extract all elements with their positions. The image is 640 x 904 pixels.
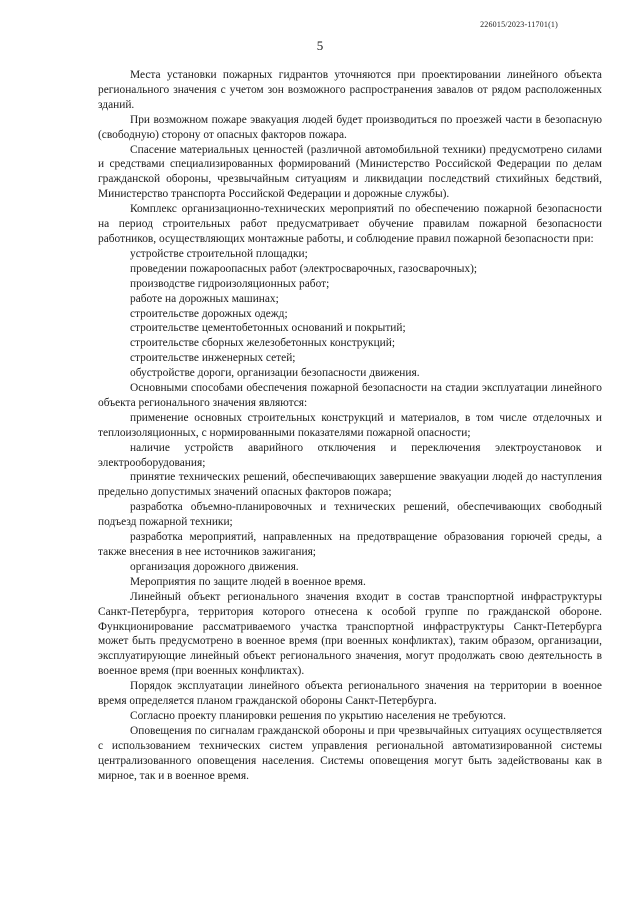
paragraph-operation-intro: Основными способами обеспечения пожарной безопасности на стадии эксплуатации линейного объекта регионального значения являются: <box>98 382 602 409</box>
paragraph-hydrants: Места установки пожарных гидрантов уточняются при проектировании линейного объекта регионального значения с учетом зон возможного распространения завалов от рядом расположенных зданий. <box>98 69 602 111</box>
paragraph-defense-procedure: Порядок эксплуатации линейного объекта регионального значения на территории в военное время определяется планом гражданской обороны Санкт-Петербурга. <box>98 680 602 708</box>
paragraph-defense-heading: Мероприятия по защите людей в военное время. <box>130 575 366 588</box>
list-item: строительстве цементобетонных оснований и покрытий; <box>130 322 406 335</box>
list-item: проведении пожароопасных работ (электросварочных, газосварочных); <box>130 262 478 275</box>
list-item: устройстве строительной площадки; <box>130 247 308 260</box>
paragraph-evacuation: При возможном пожаре эвакуация людей будет производиться по проезжей части в безопасную (свободную) сторону от опасных факторов пожара. <box>98 113 602 141</box>
list-item: организация дорожного движения. <box>130 560 299 573</box>
list-item: принятие технических решений, обеспечивающих завершение эвакуации людей до наступления предельно допустимых значений опасных факторов пожара; <box>98 471 602 499</box>
paragraph-rescue: Спасение материальных ценностей (различной автомобильной техники) предусмотрено силами и средствами специализированных формирований (Министерство Российской Федерации по делам гражданской обороны, чрезвычайным ситуациям и ликвидации последствий стихийных бедствий, Министерство транспорта Российской Федерации и дорожные службы). <box>98 143 602 201</box>
paragraph-defense-infrastructure: Линейный объект регионального значения входит в состав транспортной инфраструктуры Санкт-Петербурга, территория которого отнесена к особой группе по гражданской обороне. Функционирование рассматриваемого участка транспортной инфраструктуры Санкт-Петербурга может быть предусмотрено в военное время (при военных конфликтах), таким образом, организации, эксплуатирующие линейный объект регионального значения, могут продолжать свою деятельность в военное время (при военных конфликтах). <box>98 590 602 678</box>
list-item: наличие устройств аварийного отключения и переключения электроустановок и электрооборудования; <box>98 441 602 469</box>
page-number: 5 <box>316 38 324 53</box>
list-item: строительстве инженерных сетей; <box>130 352 296 365</box>
document-id: 226015/2023-11701(1) <box>480 20 558 29</box>
paragraph-shelter: Согласно проекту планировки решения по укрытию населения не требуются. <box>130 709 506 722</box>
list-item: разработка объемно-планировочных и технических решений, обеспечивающих свободный подъезд пожарной техники; <box>98 501 602 529</box>
paragraph-fire-safety-measures: Комплекс организационно-технических мероприятий по обеспечению пожарной безопасности на период строительных работ предусматривает обучение правилам пожарной безопасности работников, осуществляющих монтажные работы, и соблюдение правил пожарной безопасности при: <box>98 203 602 245</box>
list-item: применение основных строительных конструкций и материалов, в том числе отделочных и теплоизоляционных, с нормированными показателями пожарной опасности; <box>98 411 602 439</box>
list-item: строительстве дорожных одежд; <box>130 307 288 320</box>
list-item: разработка мероприятий, направленных на предотвращение образования горючей среды, а также внесения в нее источников зажигания; <box>98 531 602 558</box>
paragraph-alerts: Оповещения по сигналам гражданской обороны и при чрезвычайных ситуациях осуществляется с использованием технических систем управления региональной автоматизированной системы централизованного оповещения населения. Системы оповещения могут быть задействованы как в мирное, так и в военное время. <box>98 724 602 782</box>
document-body <box>98 68 602 784</box>
list-item: работе на дорожных машинах; <box>130 292 279 305</box>
list-item: строительстве сборных железобетонных конструкций; <box>130 337 396 350</box>
list-item: производстве гидроизоляционных работ; <box>130 277 330 290</box>
list-item: обустройстве дороги, организации безопасности движения. <box>130 367 420 380</box>
